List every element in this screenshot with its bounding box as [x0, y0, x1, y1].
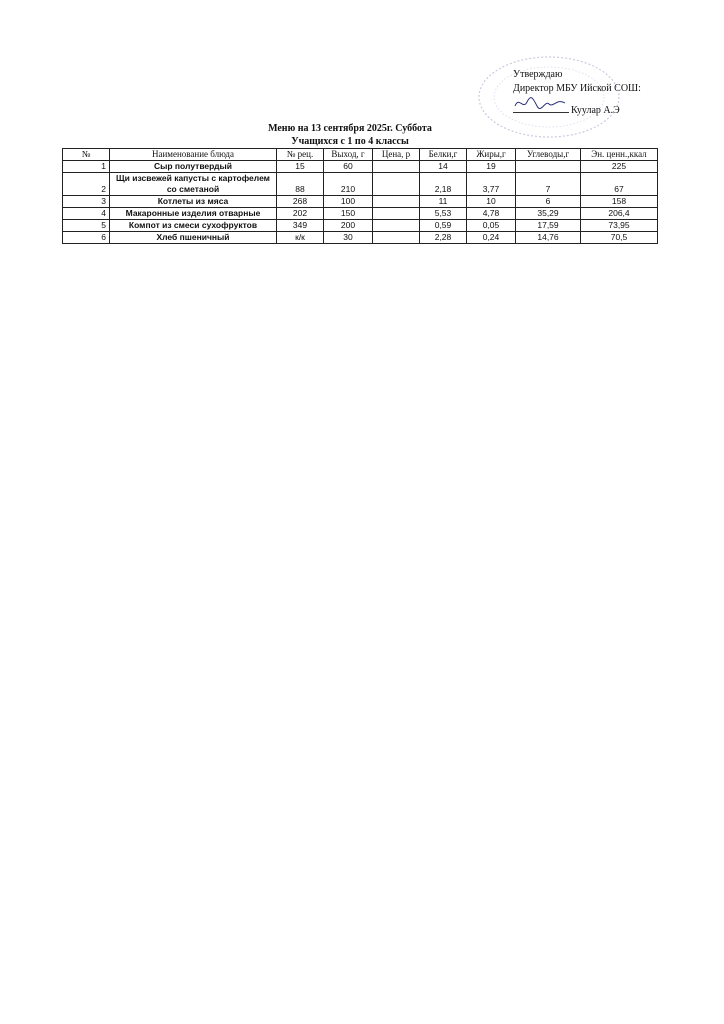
dish-name-line-2: со сметаной [166, 184, 220, 194]
header-price: Цена, р [373, 149, 420, 161]
cell-price [373, 196, 420, 208]
cell-dish-name: Макаронные изделия отварные [110, 208, 277, 220]
cell-energy: 70,5 [581, 232, 658, 244]
header-fats: Жиры,г [467, 149, 516, 161]
cell-output: 100 [324, 196, 373, 208]
cell-number: 4 [63, 208, 110, 220]
cell-number: 2 [63, 173, 110, 196]
menu-title: Меню на 13 сентября 2025г. Суббота [268, 123, 432, 134]
approval-line-name: Куулар А.Э [571, 105, 620, 116]
cell-price [373, 161, 420, 173]
cell-proteins: 2,28 [420, 232, 467, 244]
cell-price [373, 220, 420, 232]
cell-fats: 0,05 [467, 220, 516, 232]
cell-recipe: 268 [277, 196, 324, 208]
approval-block [513, 68, 641, 118]
cell-price [373, 173, 420, 196]
cell-fats: 19 [467, 161, 516, 173]
dish-name-line-1: Щи изсвежей капусты с картофелем [116, 173, 270, 183]
signature-image [513, 96, 569, 113]
header-proteins: Белки,г [420, 149, 467, 161]
signature-line [513, 96, 641, 118]
cell-output: 30 [324, 232, 373, 244]
cell-carbs: 6 [516, 196, 581, 208]
cell-dish-name: Сыр полутвердый [110, 161, 277, 173]
cell-dish-name: Компот из смеси сухофруктов [110, 220, 277, 232]
cell-output: 150 [324, 208, 373, 220]
cell-carbs: 14,76 [516, 232, 581, 244]
cell-carbs: 7 [516, 173, 581, 196]
cell-number: 5 [63, 220, 110, 232]
cell-dish-name: Котлеты из мяса [110, 196, 277, 208]
cell-output: 210 [324, 173, 373, 196]
header-output: Выход, г [324, 149, 373, 161]
header-number: № [63, 149, 110, 161]
cell-price [373, 208, 420, 220]
approval-line-approve: Утверждаю [513, 69, 563, 80]
header-energy: Эн. ценн.,ккал [581, 149, 658, 161]
cell-recipe: 349 [277, 220, 324, 232]
cell-dish-name [110, 173, 277, 196]
cell-proteins: 5,53 [420, 208, 467, 220]
header-recipe-number: № рец. [277, 149, 324, 161]
cell-number: 1 [63, 161, 110, 173]
cell-recipe: к/к [277, 232, 324, 244]
cell-fats: 3,77 [467, 173, 516, 196]
cell-fats: 4,78 [467, 208, 516, 220]
cell-carbs: 35,29 [516, 208, 581, 220]
cell-fats: 10 [467, 196, 516, 208]
table-row [63, 220, 658, 232]
cell-number: 3 [63, 196, 110, 208]
table-row [63, 161, 658, 173]
cell-energy: 225 [581, 161, 658, 173]
cell-fats: 0,24 [467, 232, 516, 244]
table-row [63, 196, 658, 208]
cell-energy: 158 [581, 196, 658, 208]
menu-subtitle: Учащихся с 1 по 4 классы [291, 136, 409, 147]
table-header-row [63, 149, 658, 161]
header-carbs: Углеводы,г [516, 149, 581, 161]
cell-energy: 67 [581, 173, 658, 196]
cell-energy: 73,95 [581, 220, 658, 232]
cell-proteins: 0,59 [420, 220, 467, 232]
cell-proteins: 11 [420, 196, 467, 208]
cell-number: 6 [63, 232, 110, 244]
menu-table [62, 148, 658, 244]
cell-output: 60 [324, 161, 373, 173]
cell-proteins: 14 [420, 161, 467, 173]
cell-energy: 206,4 [581, 208, 658, 220]
cell-carbs: 17,59 [516, 220, 581, 232]
table-row [63, 208, 658, 220]
table-row [63, 232, 658, 244]
cell-dish-name: Хлеб пшеничный [110, 232, 277, 244]
cell-proteins: 2,18 [420, 173, 467, 196]
cell-output: 200 [324, 220, 373, 232]
cell-recipe: 202 [277, 208, 324, 220]
approval-line-director: Директор МБУ Ийской СОШ: [513, 83, 641, 94]
header-dish-name: Наименование блюда [110, 149, 277, 161]
table-row [63, 173, 658, 196]
cell-carbs [516, 161, 581, 173]
cell-recipe: 15 [277, 161, 324, 173]
cell-price [373, 232, 420, 244]
cell-recipe: 88 [277, 173, 324, 196]
